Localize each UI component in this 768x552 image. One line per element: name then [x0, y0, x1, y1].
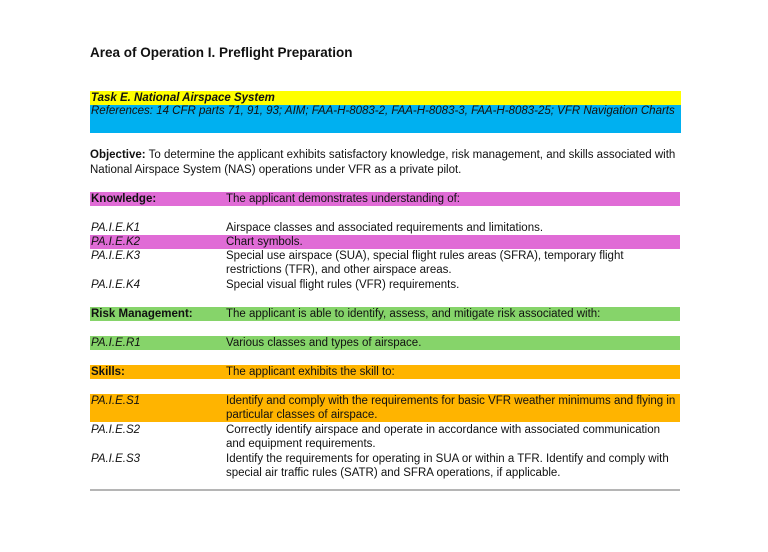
knowledge-item-k1 — [90, 221, 680, 235]
risk-intro: The applicant is able to identify, assess, and mitigate risk associated with: — [226, 308, 601, 320]
element-text: Special visual flight rules (VFR) requirements. — [226, 279, 460, 291]
skills-item-s1 — [90, 394, 680, 422]
element-code: PA.I.E.K4 — [91, 279, 141, 291]
element-code: PA.I.E.S3 — [91, 453, 141, 465]
element-code: PA.I.E.S1 — [91, 395, 141, 407]
objective-label: Objective: — [90, 149, 146, 161]
element-text: Correctly identify airspace and operate in accordance with associated communication and equipment requirements. — [226, 424, 661, 450]
knowledge-intro: The applicant demonstrates understanding of: — [226, 193, 460, 205]
skills-item-s3 — [90, 452, 680, 480]
skills-item-s2 — [90, 423, 680, 451]
risk-header: Risk Management: — [91, 308, 193, 320]
element-text: Various classes and types of airspace. — [226, 337, 422, 349]
risk-header-row — [90, 307, 680, 321]
element-code: PA.I.E.K1 — [91, 222, 141, 234]
element-text: Identify the requirements for operating in SUA or within a TFR. Identify and comply with special air traffic rules (SATR) and SFRA operations, if applicable. — [226, 453, 669, 479]
task-title: Task E. National Airspace System — [90, 91, 681, 105]
element-text: Airspace classes and associated requirements and limitations. — [226, 222, 544, 234]
skills-header: Skills: — [91, 366, 125, 378]
element-code: PA.I.E.R1 — [91, 337, 141, 349]
bottom-divider — [90, 489, 680, 491]
skills-intro: The applicant exhibits the skill to: — [226, 366, 395, 378]
knowledge-item-k4 — [90, 278, 680, 292]
element-text: Special use airspace (SUA), special flight rules areas (SFRA), temporary flight restrictions (TFR), and other airspace areas. — [226, 250, 624, 276]
objective-paragraph — [90, 148, 680, 178]
knowledge-item-k2 — [90, 235, 680, 249]
element-code: PA.I.E.K3 — [91, 250, 141, 262]
knowledge-header: Knowledge: — [91, 193, 157, 205]
element-code: PA.I.E.S2 — [91, 424, 141, 436]
knowledge-header-row — [90, 192, 680, 206]
objective-text: To determine the applicant exhibits satisfactory knowledge, risk management, and skills associated with National Airspace System (NAS) operations under VFR as a private pilot. — [90, 149, 676, 176]
knowledge-item-k3 — [90, 249, 680, 277]
area-of-operation-title: Area of Operation I. Preflight Preparation — [90, 45, 353, 60]
skills-header-row — [90, 365, 680, 379]
element-code: PA.I.E.K2 — [91, 236, 141, 248]
risk-item-r1 — [90, 336, 680, 350]
element-text: Chart symbols. — [226, 236, 303, 248]
task-references: References: 14 CFR parts 71, 91, 93; AIM; FAA-H-8083-2, FAA-H-8083-3, FAA-H-8083-25; VFR Navigation Charts — [90, 105, 681, 133]
element-text: Identify and comply with the requirements for basic VFR weather minimums and flying in particular classes of airspace. — [226, 395, 676, 421]
